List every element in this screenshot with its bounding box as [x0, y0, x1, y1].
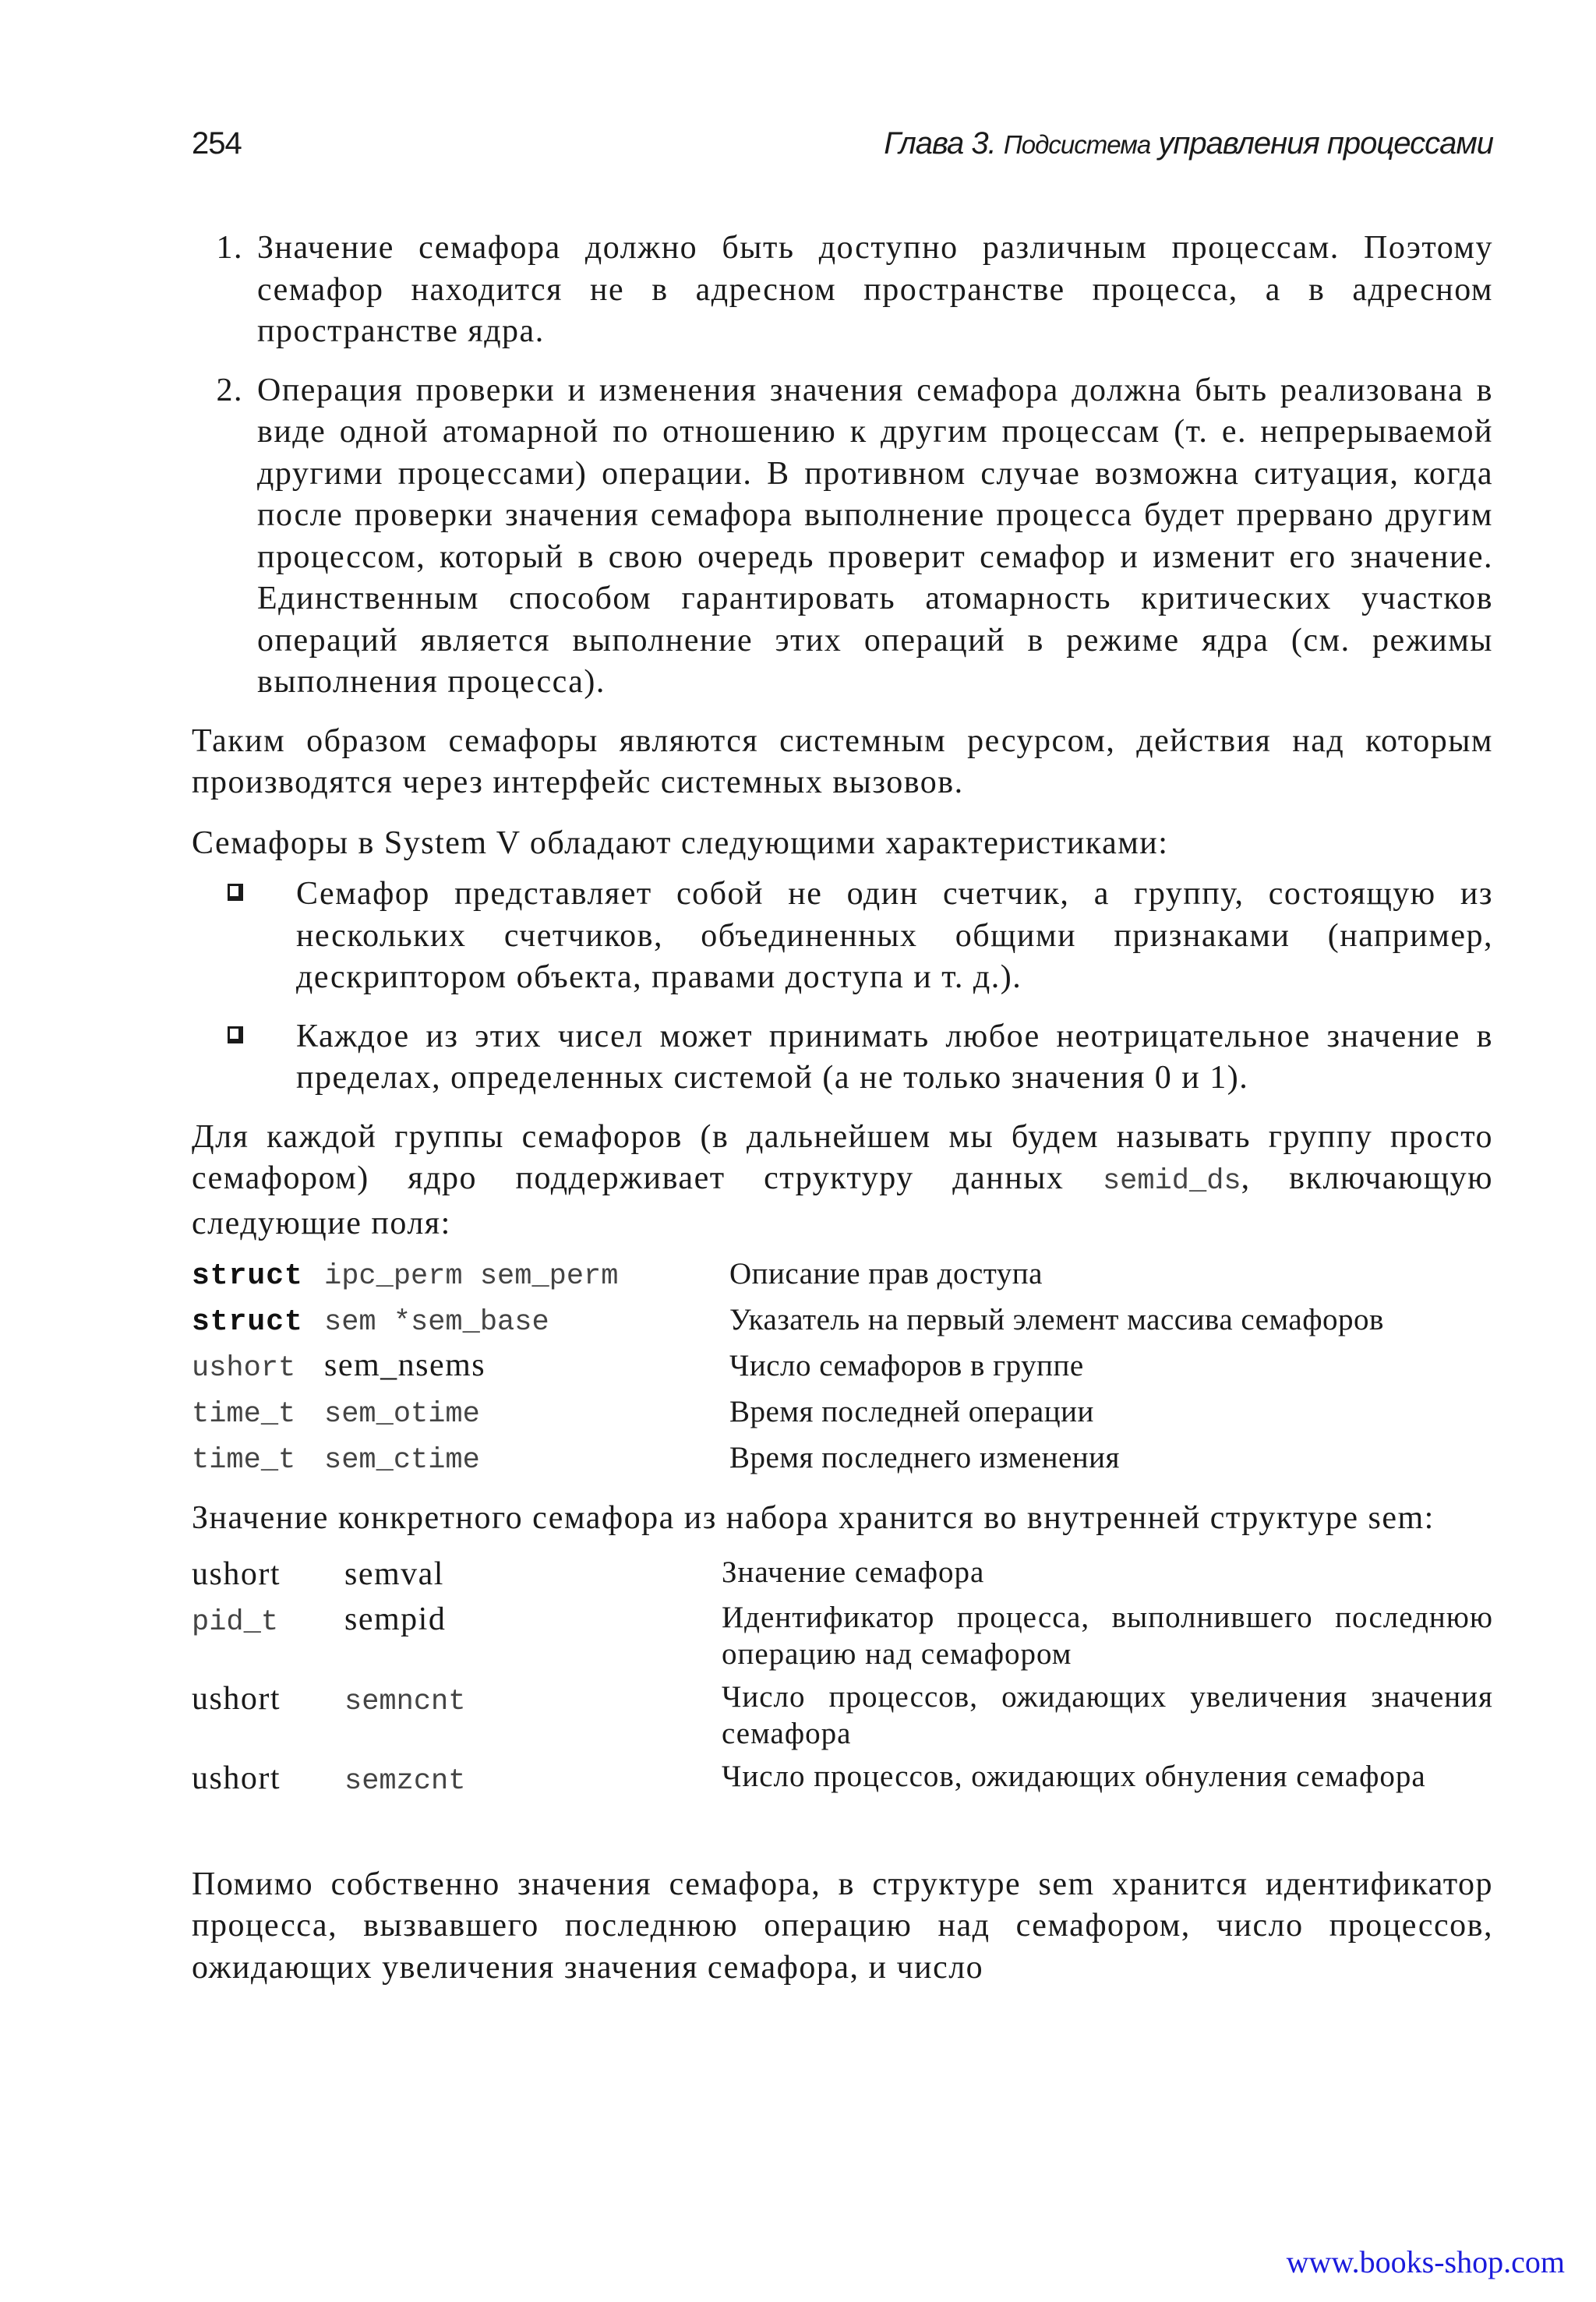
table-row: ushort sem_nsems Число семафоров в группе — [192, 1347, 1084, 1385]
bullet-text: Каждое из этих чисел может принимать любое неотрицательное значение в пределах, определенных системой (а не только значения 0 и 1). — [296, 1018, 1493, 1096]
bullet-box-icon — [226, 874, 296, 999]
bullet-text: Семафор представляет собой не один счетчик, а группу, состоящую из нескольких счетчиков, объединенных общими признаками (например, дескриптором объекта, правами доступа и т. д.). — [296, 876, 1493, 995]
table-row: struct ipc_perm sem_perm Описание прав доступа — [192, 1257, 1043, 1293]
chapter-title-rest: управления процессами — [1158, 126, 1493, 161]
footer-watermark: www.books-shop.com — [1286, 2244, 1565, 2279]
table-row: ushort semval Значение семафора — [192, 1555, 985, 1592]
list-text: Операция проверки и изменения значения семафора должна быть реализована в виде одной атомарной по отношению к другим процессам (т. е. непрерываемой другими процессами) операции. В противном случае возможна ситуация, когда после проверки значения семафора выполнение процесса будет прервано другим процессом, который в свою очередь проверит семафор и изменит его значение. Единственным способом гарантировать атомарность критических участков операций является выполнение этих операций в режиме ядра (см. режимы выполнения процесса). — [257, 372, 1493, 700]
table-row: ushort semzcnt Число процессов, ожидающих обнуления семафора — [192, 1759, 1426, 1798]
running-header — [192, 126, 1493, 173]
sem-fields-table — [192, 1554, 1493, 1834]
page-number: 254 — [192, 126, 242, 161]
list-number: 2. — [216, 372, 243, 408]
requirements-list — [192, 228, 1493, 704]
table-row: ushort semncnt Число процессов, ожидающих увеличения значения семафора — [192, 1679, 1493, 1750]
chapter-title-small: Подсистема — [1003, 130, 1151, 159]
list-text: Значение семафора должно быть доступно различным процессам. Поэтому семафор находится не в адресном пространстве процесса, а в адресном пространстве ядра. — [257, 230, 1493, 349]
table-row: time_t sem_otime Время последней операции — [192, 1395, 1094, 1431]
semid-ds-fields-table — [192, 1252, 1493, 1482]
bullet-box-icon — [226, 1016, 296, 1100]
table-row: struct sem *sem_base Указатель на первый элемент массива семафоров — [192, 1303, 1384, 1339]
table-row: time_t sem_ctime Время последнего изменения — [192, 1441, 1120, 1477]
paragraph-resources: Таким образом семафоры являются системным ресурсом, действия над которым производятся через интерфейс системных вызовов. — [192, 722, 1493, 800]
list-item — [192, 370, 1493, 704]
list-number: 1. — [216, 230, 243, 266]
paragraph-semid: Для каждой группы семафоров (в дальнейшем мы будем называть группу просто семафором) ядро поддерживает структуру данных semid_ds, включающую следующие поля: — [192, 1118, 1493, 1241]
paragraph-final: Помимо собственно значения семафора, в структуре sem хранится идентификатор процесса, вызвавшего последнюю операцию над семафором, число процессов, ожидающих увеличения значения семафора, и число — [192, 1866, 1493, 1986]
paragraph-systemv: Семафоры в System V обладают следующими характеристиками: — [192, 824, 1169, 861]
chapter-title — [884, 126, 1493, 161]
chapter-label: Глава 3. — [884, 126, 996, 161]
list-item — [192, 228, 1493, 353]
code-semid-ds: semid_ds — [1102, 1165, 1241, 1198]
bullet-item — [192, 1016, 1493, 1100]
bullet-item — [192, 874, 1493, 999]
paragraph-sem: Значение конкретного семафора из набора хранится во внутренней структуре sem: — [192, 1500, 1435, 1536]
table-row: pid_t sempid Идентификатор процесса, выполнившего последнюю операцию над семафором — [192, 1600, 1493, 1671]
page-body — [192, 228, 1493, 1989]
